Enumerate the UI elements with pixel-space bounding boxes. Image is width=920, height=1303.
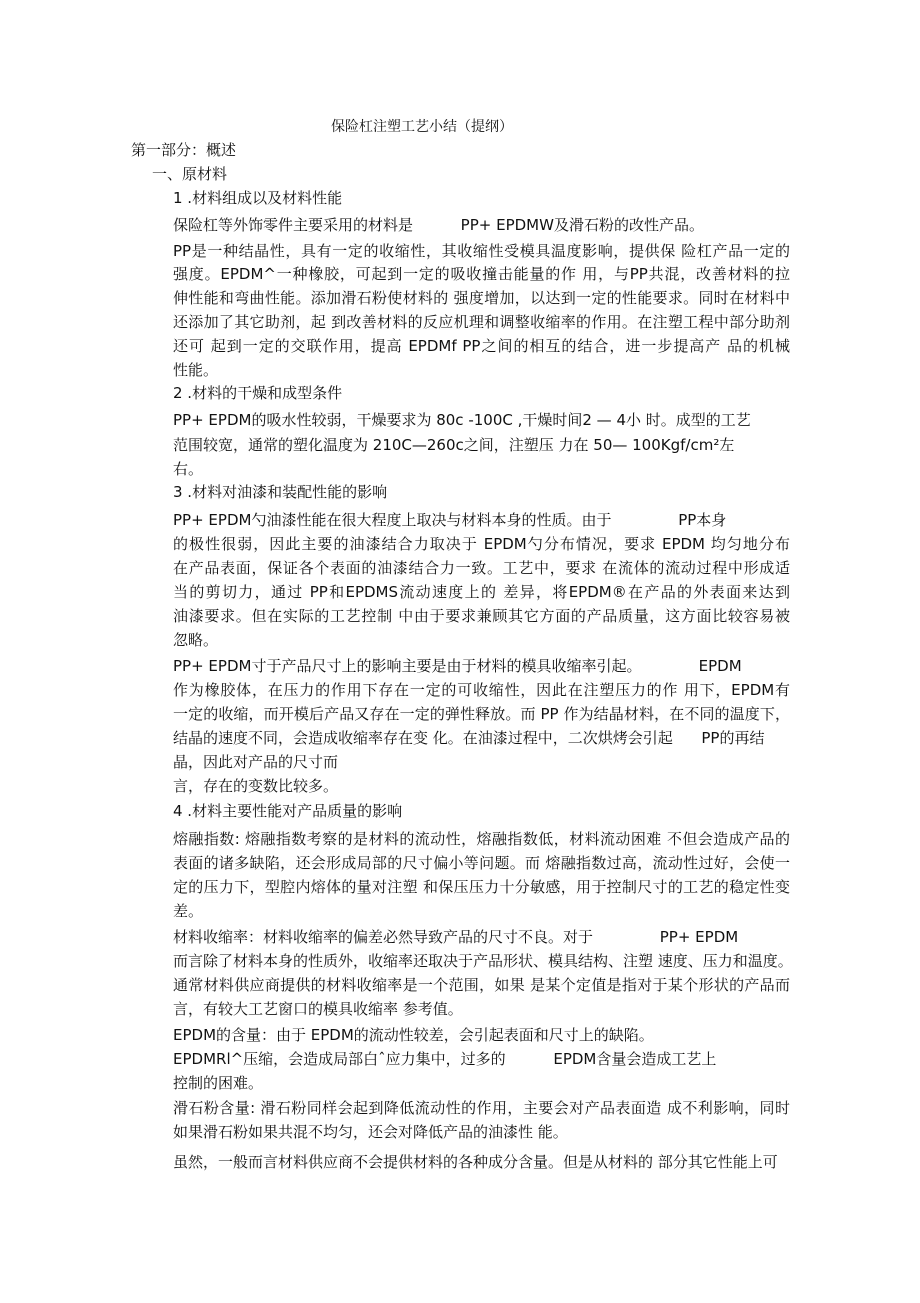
paragraph-line: 言，有较大工艺窗口的模具收缩率 参考值。 xyxy=(173,1000,463,1018)
paragraph-line: 右。 xyxy=(173,460,204,478)
paragraph-line: PP+ EPDM的吸水性较弱，干燥要求为 80c -100C ,干燥时间2 — 4小 时。成型的工艺 xyxy=(173,411,751,429)
paragraph-line: 通常材料供应商提供的材料收缩率是一个范围，如果 是某个定值是指对于某个形状的产品而 xyxy=(173,976,790,994)
paragraph-line: 忽略。 xyxy=(173,631,219,649)
paragraph-line: 差。 xyxy=(173,902,204,920)
paragraph-line: 虽然，一般而言材料供应商不会提供材料的各种成分含量。但是从材料的 部分其它性能上可 xyxy=(173,1153,778,1171)
subsection-heading-2: 2 .材料的干燥和成型条件 xyxy=(173,384,343,402)
paragraph-line: 范围较宽，通常的塑化温度为 210C—260c之间，注塑压 力在 50— 100Kgf/cm²左 xyxy=(173,436,735,454)
subsection-heading-1: 1 .材料组成以及材料性能 xyxy=(173,189,343,207)
paragraph-line: 材料收缩率：材料收缩率的偏差必然导致产品的尺寸不良。对于 PP+ EPDM xyxy=(173,928,739,946)
paragraph-line: 滑石粉含量: 滑石粉同样会起到降低流动性的作用，主要会对产品表面造 成不利影响，同时 xyxy=(173,1099,790,1117)
paragraph-line: 表面的诸多缺陷，还会形成局部的尺寸偏小等问题。而 熔融指数过高，流动性过好，会使一 xyxy=(173,854,790,872)
paragraph-line: 性能。 xyxy=(173,361,219,379)
paragraph-line: 当的剪切力，通过 PP和EPDMS流动速度上的 差异，将EPDM®在产品的外表面来达到 xyxy=(173,583,790,601)
paragraph-line: 结晶的速度不同，会造成收缩率存在变 化。在油漆过程中，二次烘烤会引起 PP的再结 xyxy=(173,729,765,747)
paragraph-line: PP+ EPDM寸于产品尺寸上的影响主要是由于材料的模具收缩率引起。 EPDM xyxy=(173,657,742,675)
paragraph-line: 晶，因此对产品的尺寸而 xyxy=(173,753,339,771)
paragraph-line: 还添加了其它助剂，起 到改善材料的反应机理和调整收缩率的作用。在注塑工程中部分助剂 xyxy=(173,313,790,331)
paragraph-line: 油漆要求。但在实际的工艺控制 中由于要求兼顾其它方面的产品质量，这方面比较容易被 xyxy=(173,607,790,625)
document-title: 保险杠注塑工艺小结（提纲） xyxy=(331,119,513,135)
subsection-heading-4: 4 .材料主要性能对产品质量的影响 xyxy=(173,802,403,820)
paragraph-line: 言，存在的变数比较多。 xyxy=(173,777,339,795)
paragraph-line: 的极性很弱，因此主要的油漆结合力取决于 EPDM勺分布情况，要求 EPDM 均匀地分布 xyxy=(173,535,790,553)
paragraph-line: 在产品表面，保证各个表面的油漆结合力一致。工艺中，要求 在流体的流动过程中形成适 xyxy=(173,559,790,577)
section-heading: 一、原材料 xyxy=(152,165,228,183)
paragraph-line: 熔融指数: 熔融指数考察的是材料的流动性，熔融指数低，材料流动困难 不但会造成产品的 xyxy=(173,830,790,848)
paragraph-line: EPDMRl^压缩，会造成局部白ˆ应力集中，过多的 EPDM含量会造成工艺上 xyxy=(173,1050,717,1068)
paragraph-line: 一定的收缩，而开模后产品又存在一定的弹性释放。而 PP 作为结晶材料，在不同的温度下， xyxy=(173,705,790,723)
paragraph-line: EPDM的含量：由于 EPDM的流动性较差，会引起表面和尺寸上的缺陷。 xyxy=(173,1026,654,1044)
paragraph-line: 保险杠等外饰零件主要采用的材料是 PP+ EPDMW及滑石粉的改性产品。 xyxy=(173,216,704,234)
paragraph-line: 还可 起到一定的交联作用，提高 EPDMf PP之间的相互的结合，进一步提高产 品的机械 xyxy=(173,337,790,355)
paragraph-line: 作为橡胶体，在压力的作用下存在一定的可收缩性，因此在注塑压力的作 用下，EPDM有 xyxy=(173,681,790,699)
paragraph-line: 强度。EPDM^一种橡胶，可起到一定的吸收撞击能量的作 用，与PP共混，改善材料的拉 xyxy=(173,265,790,283)
paragraph-line: 如果滑石粉如果共混不均匀，还会对降低产品的油漆性 能。 xyxy=(173,1123,568,1141)
paragraph-line: PP是一种结晶性，具有一定的收缩性，其收缩性受模具温度影响，提供保 险杠产品一定的 xyxy=(173,242,790,260)
paragraph-line: PP+ EPDM勺油漆性能在很大程度上取决与材料本身的性质。由于 PP本身 xyxy=(173,511,727,529)
paragraph-line: 定的压力下，型腔内熔体的量对注塑 和保压压力十分敏感，用于控制尺寸的工艺的稳定性变 xyxy=(173,878,790,896)
paragraph-line: 控制的困难。 xyxy=(173,1074,264,1092)
paragraph-line: 而言除了材料本身的性质外，收缩率还取决于产品形状、模具结构、注塑 速度、压力和温度。 xyxy=(173,952,793,970)
paragraph-line: 伸性能和弯曲性能。添加滑石粉使材料的 强度增加，以达到一定的性能要求。同时在材料中 xyxy=(173,289,790,307)
subsection-heading-3: 3 .材料对油漆和装配性能的影响 xyxy=(173,483,388,501)
part-heading: 第一部分：概述 xyxy=(131,141,237,159)
